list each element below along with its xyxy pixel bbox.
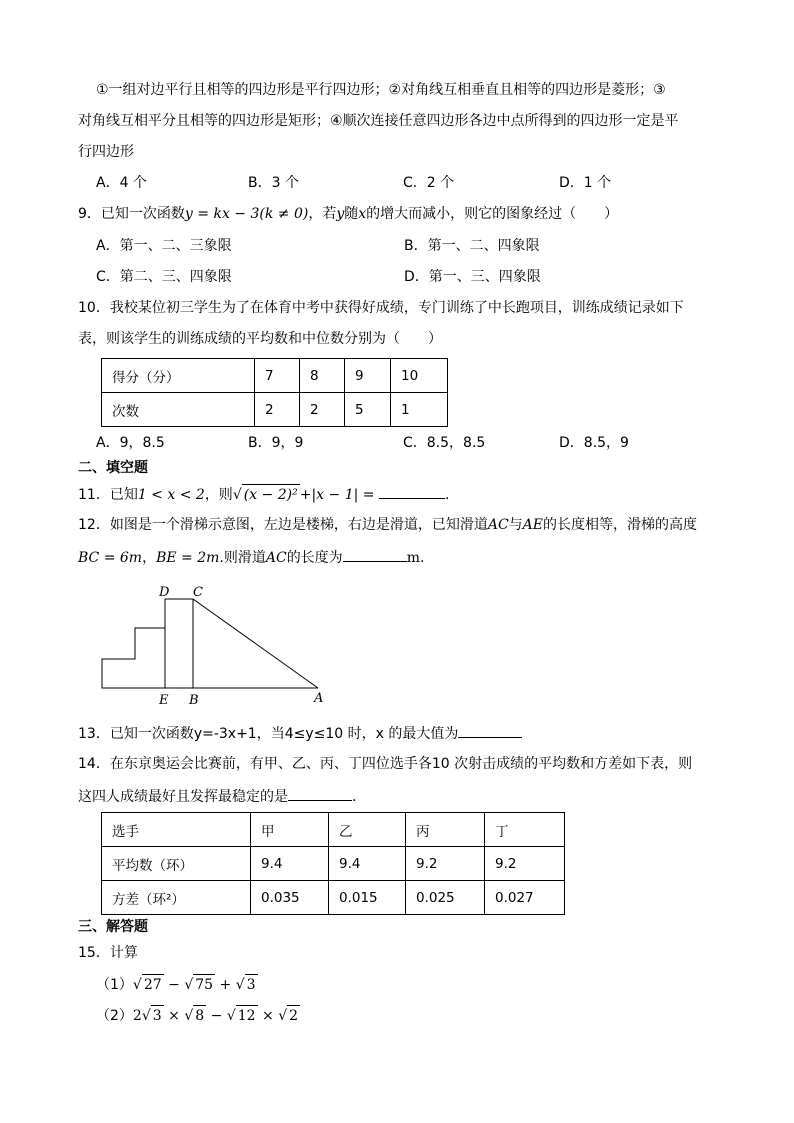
q8-option-b[interactable]: B．3 个: [248, 175, 299, 191]
q15-p1-label: （1）: [96, 977, 133, 993]
table-cell: 选手: [102, 813, 251, 847]
q11-stem: [78, 484, 449, 505]
table-cell: 9.4: [251, 847, 329, 881]
q10-option-a[interactable]: A．9，8.5: [96, 435, 165, 451]
sqrt-icon: √: [226, 1008, 236, 1024]
q12-l2-a: .则滑道: [219, 550, 266, 566]
q12-stem-line1: [78, 515, 697, 535]
table-cell: 甲: [251, 813, 329, 847]
q12-ac2: AC: [265, 550, 287, 566]
sqrt-icon: √: [278, 1008, 288, 1024]
q12-l1-b: 与: [508, 517, 523, 533]
section-heading-solve: 三、解答题: [78, 919, 148, 935]
q13-text: 13．已知一次函数y=-3x+1，当4≤y≤10 时，x 的最大值为: [78, 726, 459, 742]
table-row: [102, 813, 565, 847]
staircase-outline: [102, 599, 193, 688]
table-cell: 乙: [329, 813, 406, 847]
sqrt-icon: √: [235, 977, 245, 993]
sqrt-icon: √: [184, 1008, 194, 1024]
q15-p2-minus: −: [210, 1008, 223, 1024]
table-cell: 丁: [485, 813, 565, 847]
q9-var-y: y: [336, 206, 345, 222]
table-row: [102, 393, 448, 427]
q11-end: .: [444, 487, 450, 503]
q11-sqrt-sign: √: [232, 487, 242, 503]
q9-option-c[interactable]: C．第二、三、四象限: [96, 269, 232, 285]
q9-formula: y = kx − 3(k ≠ 0): [184, 206, 309, 222]
q12-be: BE = 2m: [156, 550, 220, 566]
q13-answer-blank[interactable]: [458, 723, 522, 738]
section-heading-fill-in: 二、填空题: [78, 460, 148, 476]
label-a: A: [314, 691, 324, 706]
q15-title: 15．计算: [78, 945, 138, 961]
q10-option-d[interactable]: D．8.5，9: [559, 435, 629, 451]
q14-stem-line1: 14．在东京奥运会比赛前，有甲、乙、丙、丁四位选手各10 次射击成绩的平均数和方差如下表，则: [78, 756, 693, 772]
table-cell: 5: [345, 393, 391, 427]
table-cell: 0.025: [406, 881, 485, 915]
q10-score-table: [101, 358, 448, 427]
q8-option-d[interactable]: D．1 个: [559, 175, 612, 191]
q9-stem-c: 随: [344, 206, 359, 222]
q13-stem: [78, 723, 522, 744]
q14-stem-line2: [78, 786, 366, 807]
q11-tail: +|x − 1| =: [299, 487, 375, 503]
q15-p2-coef: 2: [132, 1008, 142, 1024]
slide-line: [193, 599, 318, 688]
q12-ae: AE: [522, 517, 543, 533]
q15-p1-minus: −: [168, 977, 180, 993]
q15-p1-r2: 75: [193, 974, 215, 995]
q15-p2-times2: ×: [262, 1008, 274, 1024]
q8-option-a[interactable]: A．4 个: [96, 175, 147, 191]
q12-stem-line2: [78, 547, 424, 568]
q11-stem-b: ，则: [204, 487, 233, 503]
q8-statements-line3: 行四边形: [78, 144, 134, 160]
q11-radicand: (x − 2)²: [242, 484, 300, 505]
q15-part2: [96, 1005, 300, 1026]
q15-p2-r1: 3: [151, 1005, 164, 1026]
table-cell: 0.027: [485, 881, 565, 915]
q15-part1: [96, 974, 258, 995]
q9-option-a[interactable]: A．第一、二、三象限: [96, 238, 232, 254]
table-row: [102, 881, 565, 915]
q15-p2-label: （2）: [96, 1008, 133, 1024]
q12-ac: AC: [487, 517, 509, 533]
q15-p2-times1: ×: [168, 1008, 180, 1024]
table-cell: 2: [255, 393, 300, 427]
platform-rect: [165, 599, 193, 688]
q9-var-x: x: [358, 206, 367, 222]
q11-answer-blank[interactable]: [379, 484, 445, 499]
q15-p1-plus: +: [219, 977, 232, 993]
table-cell: 得分（分）: [102, 359, 255, 393]
q12-l1-c: 的长度相等，滑梯的高度: [543, 517, 697, 533]
q10-stem-line1: 10．我校某位初三学生为了在体育中考中获得好成绩，专门训练了中长跑项目，训练成绩记录如下: [78, 300, 684, 316]
label-c: C: [193, 585, 203, 600]
q12-answer-blank[interactable]: [343, 547, 407, 562]
q12-unit: m.: [406, 550, 425, 566]
q11-condition: 1 < x < 2: [137, 487, 205, 503]
sqrt-icon: √: [184, 977, 194, 993]
label-b: B: [189, 693, 199, 708]
table-cell: 7: [255, 359, 300, 393]
table-cell: 9.2: [406, 847, 485, 881]
q15-p2-r4: 2: [287, 1005, 300, 1026]
q15-p1-r3: 3: [245, 974, 258, 995]
q14-athlete-table: [101, 812, 565, 915]
table-cell: 0.015: [329, 881, 406, 915]
q11-stem-a: 11．已知: [78, 487, 138, 503]
sqrt-icon: √: [141, 1008, 151, 1024]
table-row: [102, 847, 565, 881]
q9-stem-b: ，若: [308, 206, 337, 222]
table-cell: 9.4: [329, 847, 406, 881]
table-cell: 方差（环²）: [102, 881, 251, 915]
q12-l1-a: 12．如图是一个滑梯示意图，左边是楼梯，右边是滑道，已知滑道: [78, 517, 488, 533]
table-cell: 9: [345, 359, 391, 393]
q9-stem-d: 的增大而减小，则它的图象经过（ ）: [366, 206, 619, 222]
q8-option-c[interactable]: C．2 个: [403, 175, 455, 191]
table-cell: 0.035: [251, 881, 329, 915]
q8-statements-line2: 对角线互相平分且相等的四边形是矩形；④顺次连接任意四边形各边中点所得到的四边形一定是平: [78, 113, 679, 129]
table-cell: 丙: [406, 813, 485, 847]
q8-statements-line1: ①一组对边平行且相等的四边形是平行四边形；②对角线互相垂直且相等的四边形是菱形；③: [96, 82, 666, 98]
table-cell: 9.2: [485, 847, 565, 881]
table-cell: 1: [391, 393, 448, 427]
q15-p2-r2: 8: [193, 1005, 206, 1026]
q9-option-b[interactable]: B．第一、二、四象限: [404, 238, 540, 254]
q9-stem-a: 9．已知一次函数: [78, 206, 185, 222]
q9-option-d[interactable]: D．第一、三、四象限: [404, 269, 541, 285]
slide-diagram: [90, 580, 350, 710]
table-cell: 8: [300, 359, 345, 393]
table-cell: 2: [300, 393, 345, 427]
q12-sep: ，: [142, 550, 157, 566]
q10-stem-line2: 表，则该学生的训练成绩的平均数和中位数分别为（ ）: [78, 331, 442, 347]
q10-option-b[interactable]: B．9，9: [248, 435, 304, 451]
table-row: [102, 359, 448, 393]
q15-p1-r1: 27: [142, 974, 164, 995]
sqrt-icon: √: [132, 977, 142, 993]
table-cell: 次数: [102, 393, 255, 427]
label-e: E: [159, 693, 169, 708]
q14-answer-blank[interactable]: [288, 786, 352, 801]
q15-p2-r3: 12: [236, 1005, 258, 1026]
q14-l2: 这四人成绩最好且发挥最稳定的是: [78, 789, 288, 805]
q10-option-c[interactable]: C．8.5，8.5: [403, 435, 486, 451]
label-d: D: [159, 585, 170, 600]
q12-l2-b: 的长度为: [286, 550, 343, 566]
q14-end: ．: [352, 789, 366, 805]
q9-stem: [78, 204, 618, 224]
table-cell: 10: [391, 359, 448, 393]
table-cell: 平均数（环）: [102, 847, 251, 881]
q12-bc: BC = 6m: [78, 550, 143, 566]
